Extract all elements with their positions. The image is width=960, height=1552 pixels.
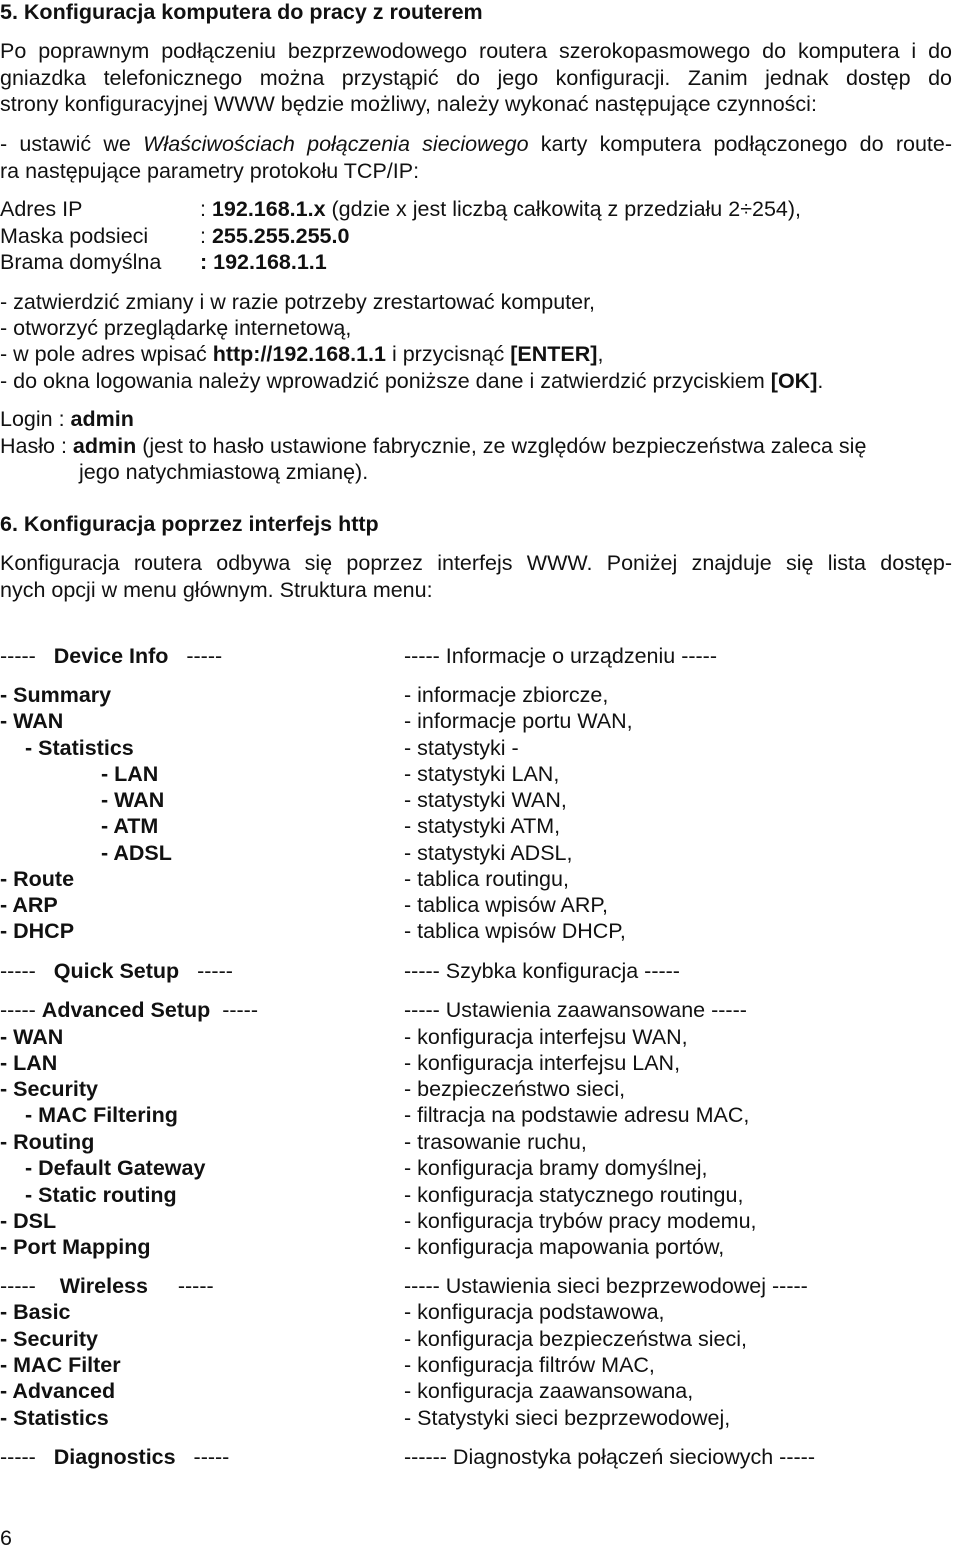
- menu-header-device-info-pl: ----- Informacje o urządzeniu -----: [404, 644, 717, 668]
- menu-item-summary: - Summary: [0, 683, 112, 707]
- header-dashes: -----: [0, 644, 36, 668]
- step-4: [0, 344, 603, 366]
- intro-line: Konfiguracja routera odbywa się poprzez interfejs WWW. Poniżej znajduje się lista dostęp-: [0, 551, 952, 575]
- param-label: Brama domyślna: [0, 250, 162, 274]
- menu-desc: - konfiguracja interfejsu WAN,: [404, 1025, 688, 1049]
- intro-line: gniazdka telefonicznego można przystąpić do jego konfiguracji. Zanim jednak dostęp do: [0, 65, 952, 90]
- menu-item-mac-filtering: - MAC Filtering: [25, 1103, 178, 1127]
- param-value: 192.168.1.x: [211, 197, 326, 221]
- menu-item-dsl: - DSL: [0, 1209, 57, 1233]
- header-dashes: -----: [222, 998, 259, 1022]
- step-1: [0, 131, 952, 184]
- menu-item-stat-lan: - LAN: [101, 762, 159, 786]
- menu-item-route: - Route: [0, 867, 75, 891]
- param-value: 255.255.255.0: [211, 224, 350, 248]
- menu-desc: - tablica wpisów ARP,: [404, 893, 608, 917]
- menu-desc: - statystyki ATM,: [404, 814, 561, 838]
- step-1-line-2: ra następujące parametry protokołu TCP/IP:: [0, 158, 420, 183]
- menu-desc: - konfiguracja bramy domyślnej,: [404, 1156, 708, 1180]
- param-label: Adres IP: [0, 197, 83, 221]
- menu-desc: - konfiguracja podstawowa,: [404, 1300, 665, 1324]
- menu-desc: - konfiguracja mapowania portów,: [404, 1235, 725, 1259]
- menu-header-wireless-pl: ----- Ustawienia sieci bezprzewodowej -----: [404, 1274, 808, 1298]
- menu-desc: - filtracja na podstawie adresu MAC,: [404, 1103, 750, 1127]
- menu-desc: - informacje portu WAN,: [404, 709, 633, 733]
- header-dashes: -----: [186, 644, 223, 668]
- menu-item-basic: - Basic: [0, 1300, 71, 1324]
- menu-header-diagnostics: [0, 1447, 229, 1469]
- menu-item-security: - Security: [0, 1327, 98, 1351]
- menu-desc: - tablica routingu,: [404, 867, 569, 891]
- intro-line: strony konfiguracyjnej WWW będzie możliwy, należy wykonać następujące czynności:: [0, 92, 817, 117]
- menu-item-arp: - ARP: [0, 893, 58, 917]
- menu-item-wan: - WAN: [0, 709, 64, 733]
- menu-item-wan: - WAN: [0, 1025, 64, 1049]
- ok-key: [OK]: [770, 369, 818, 393]
- menu-item-stat-wan: - WAN: [101, 788, 165, 812]
- menu-desc: - Statystyki sieci bezprzewodowej,: [404, 1406, 731, 1430]
- menu-desc: - konfiguracja interfejsu LAN,: [404, 1051, 681, 1075]
- menu-header-quick-setup-pl: ----- Szybka konfiguracja -----: [404, 959, 680, 983]
- menu-item-security: - Security: [0, 1077, 98, 1101]
- header-dashes: -----: [177, 1274, 214, 1298]
- step-1-pre: - ustawić we: [0, 132, 144, 156]
- header-dashes: -----: [0, 1274, 36, 1298]
- menu-header-advanced-setup: [0, 1000, 258, 1022]
- header-label: Diagnostics: [53, 1445, 176, 1469]
- step-1-italic: Właściwościach połączenia sieciowego: [143, 132, 529, 156]
- step-1-post: karty komputera podłączonego do route-: [528, 132, 952, 156]
- menu-item-advanced: - Advanced: [0, 1379, 116, 1403]
- menu-item-statistics: - Statistics: [25, 736, 134, 760]
- header-label: Quick Setup: [53, 959, 180, 983]
- step-4-pre: - w pole adres wpisać: [0, 342, 213, 366]
- menu-desc: - konfiguracja zaawansowana,: [404, 1379, 694, 1403]
- step-3: - otworzyć przeglądarkę internetową,: [0, 316, 352, 340]
- param-gateway: [0, 252, 327, 274]
- menu-item-lan: - LAN: [0, 1051, 58, 1075]
- header-label: Advanced Setup: [41, 998, 211, 1022]
- menu-desc: - statystyki -: [404, 736, 519, 760]
- menu-desc: - statystyki LAN,: [404, 762, 560, 786]
- menu-header-diagnostics-pl: ------ Diagnostyka połączeń sieciowych -----: [404, 1445, 815, 1469]
- step-5-pre: - do okna logowania należy wprowadzić poniższe dane i zatwierdzić przyciskiem: [0, 369, 771, 393]
- step-4-mid: i przycisnąć: [385, 342, 511, 366]
- param-note: (gdzie x jest liczbą całkowitą z przedziału 2÷254),: [325, 197, 802, 221]
- menu-desc: - tablica wpisów DHCP,: [404, 919, 626, 943]
- param-ip: [0, 199, 801, 221]
- password-note-line-2: jego natychmiastową zmianę).: [79, 460, 369, 484]
- menu-item-stat-adsl: - ADSL: [101, 841, 172, 865]
- header-dashes: -----: [197, 959, 233, 983]
- intro-line: Po poprawnym podłączeniu bezprzewodowego routera szerokopasmowego do komputera i do: [0, 39, 952, 63]
- header-dashes: -----: [193, 1445, 230, 1469]
- section-6-intro: [0, 550, 952, 603]
- menu-item-statistics: - Statistics: [0, 1406, 109, 1430]
- password-label: Hasło :: [0, 434, 73, 458]
- password-note: (jest to hasło ustawione fabrycznie, ze względów bezpieczeństwa zaleca się: [136, 434, 867, 458]
- menu-item-static-routing: - Static routing: [25, 1183, 177, 1207]
- param-sep: :: [200, 250, 214, 274]
- param-mask: [0, 226, 349, 248]
- header-dashes: -----: [0, 998, 36, 1022]
- menu-item-default-gateway: - Default Gateway: [25, 1156, 206, 1180]
- login-line: [0, 409, 134, 431]
- step-1-line: [0, 131, 952, 158]
- param-value: 192.168.1.1: [213, 250, 327, 274]
- intro-line: nych opcji w menu głównym. Struktura menu:: [0, 577, 433, 602]
- menu-item-stat-atm: - ATM: [101, 814, 159, 838]
- menu-desc: - trasowanie ruchu,: [404, 1130, 587, 1154]
- menu-header-quick-setup: [0, 961, 233, 983]
- menu-desc: - konfiguracja statycznego routingu,: [404, 1183, 744, 1207]
- step-4-post: ,: [597, 342, 604, 366]
- step-5-post: .: [817, 369, 824, 393]
- menu-desc: - informacje zbiorcze,: [404, 683, 609, 707]
- password-value: admin: [72, 434, 137, 458]
- menu-desc: - konfiguracja filtrów MAC,: [404, 1353, 655, 1377]
- param-sep: :: [200, 197, 212, 221]
- menu-desc: - konfiguracja trybów pracy modemu,: [404, 1209, 757, 1233]
- step-5: [0, 371, 823, 393]
- login-label: Login :: [0, 407, 71, 431]
- menu-header-wireless: [0, 1276, 214, 1298]
- param-label: Maska podsieci: [0, 224, 149, 248]
- page-number: 6: [0, 1526, 12, 1550]
- header-label: Device Info: [53, 644, 169, 668]
- router-url: http://192.168.1.1: [212, 342, 386, 366]
- menu-desc: - statystyki WAN,: [404, 788, 567, 812]
- menu-desc: - statystyki ADSL,: [404, 841, 573, 865]
- section-6-title: 6. Konfiguracja poprzez interfejs http: [0, 512, 379, 536]
- enter-key: [ENTER]: [510, 342, 598, 366]
- menu-item-port-mapping: - Port Mapping: [0, 1235, 151, 1259]
- menu-desc: - bezpieczeństwo sieci,: [404, 1077, 626, 1101]
- menu-desc: - konfiguracja bezpieczeństwa sieci,: [404, 1327, 747, 1351]
- param-sep: :: [200, 224, 212, 248]
- menu-item-routing: - Routing: [0, 1130, 95, 1154]
- menu-header-device-info: [0, 646, 222, 668]
- menu-item-dhcp: - DHCP: [0, 919, 75, 943]
- password-line: [0, 436, 866, 458]
- step-2: - zatwierdzić zmiany i w razie potrzeby zrestartować komputer,: [0, 290, 596, 314]
- header-dashes: -----: [0, 1445, 36, 1469]
- login-value: admin: [70, 407, 134, 431]
- header-dashes: -----: [0, 959, 36, 983]
- section-5-intro: [0, 38, 952, 118]
- section-5-title: 5. Konfiguracja komputera do pracy z routerem: [0, 0, 483, 24]
- menu-header-advanced-setup-pl: ----- Ustawienia zaawansowane -----: [404, 998, 747, 1022]
- header-label: Wireless: [59, 1274, 148, 1298]
- menu-item-mac-filter: - MAC Filter: [0, 1353, 121, 1377]
